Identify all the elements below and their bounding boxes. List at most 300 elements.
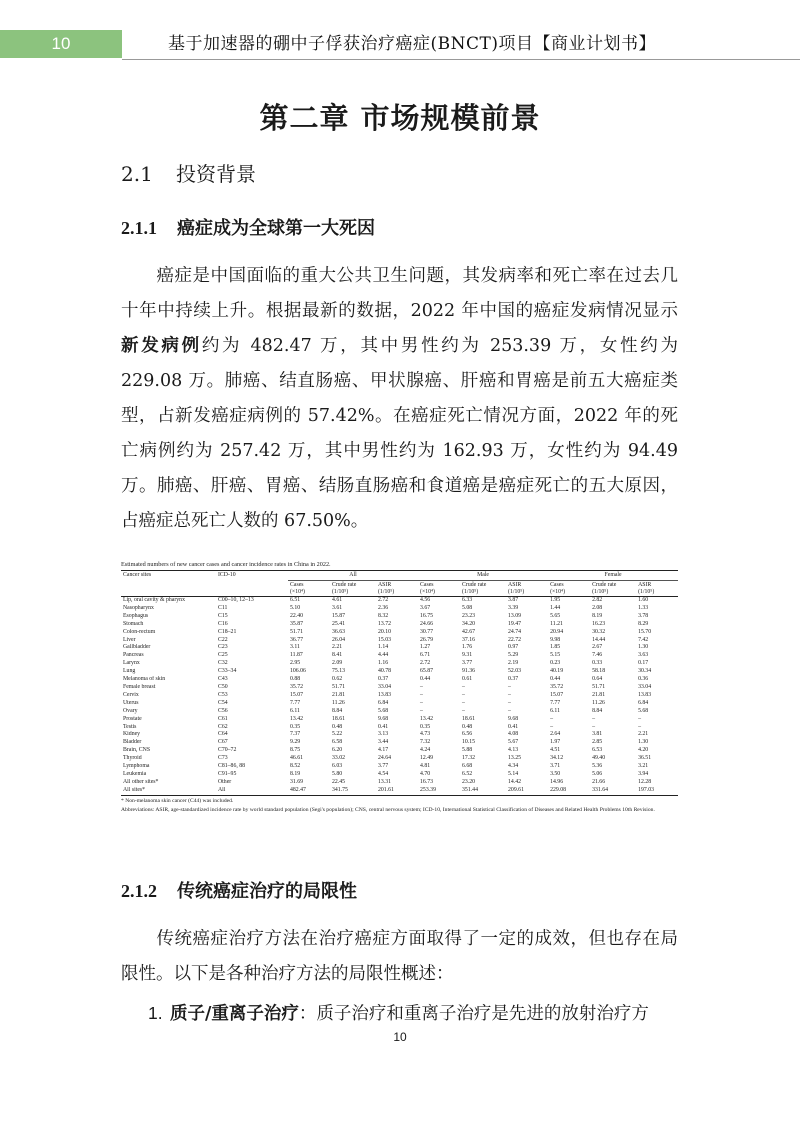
table-row [121, 771, 678, 779]
header-asir: ASIR (1/10⁵) [638, 582, 655, 595]
cell-value: 8.84 [332, 707, 343, 714]
cell-value: 4.70 [420, 770, 431, 777]
cell-value: 7.77 [290, 699, 301, 706]
cell-value: 4.13 [508, 747, 519, 754]
cell-icd10: C64 [218, 731, 228, 738]
cell-value: 30.34 [638, 668, 652, 675]
cell-cancer-site: All other sites* [123, 778, 159, 785]
cell-value: 12.28 [638, 778, 652, 785]
cell-value: – [508, 683, 511, 690]
cell-value: 49.40 [592, 755, 606, 762]
cell-value: – [420, 691, 423, 698]
cell-value: 1.76 [462, 644, 473, 651]
paragraph-text: 传统癌症治疗方法在治疗癌症方面取得了一定的成效，但也存在局限性。以下是各种治疗方法的局限性概述： [121, 929, 678, 984]
cell-value: 7.77 [550, 699, 561, 706]
cell-value: 0.37 [508, 676, 519, 683]
cell-cancer-site: Stomach [123, 620, 144, 627]
cell-value: 0.61 [462, 676, 473, 683]
cell-icd10: Other [218, 778, 232, 785]
cell-value: 5.36 [592, 763, 603, 770]
cell-icd10: C33–34 [218, 668, 237, 675]
cell-value: 16.75 [420, 612, 434, 619]
cell-value: 0.48 [462, 723, 473, 730]
cell-value: 35.72 [290, 683, 304, 690]
cell-value: 31.69 [290, 778, 304, 785]
cell-value: 24.66 [420, 620, 434, 627]
cell-value: 0.44 [550, 676, 561, 683]
header-icd10: ICD-10 [218, 572, 236, 578]
cell-cancer-site: Bladder [123, 739, 142, 746]
cell-value: 1.85 [550, 644, 561, 651]
cell-value: 0.44 [420, 676, 431, 683]
cell-value: 4.54 [378, 770, 389, 777]
table-row [121, 755, 678, 763]
cell-value: 2.09 [332, 660, 343, 667]
cell-value: 6.11 [550, 707, 560, 714]
table-row [121, 692, 678, 700]
cell-value: 2.19 [508, 660, 519, 667]
cell-icd10: C11 [218, 604, 228, 611]
cell-value: 5.22 [332, 731, 343, 738]
cell-value: 1.60 [638, 597, 649, 603]
cell-value: 7.32 [420, 739, 431, 746]
cell-value: 35.72 [550, 683, 564, 690]
cell-cancer-site: Leukemia [123, 770, 147, 777]
cell-value: 3.50 [550, 770, 561, 777]
cell-value: 6.68 [462, 763, 473, 770]
cell-value: 2.82 [592, 597, 603, 603]
cell-value: 30.77 [420, 628, 434, 635]
table-row [121, 668, 678, 676]
cell-value: 2.64 [550, 731, 561, 738]
cell-value: 8.41 [332, 652, 343, 659]
cell-value: 23.23 [462, 612, 476, 619]
table-row [121, 731, 678, 739]
cell-value: – [508, 699, 511, 706]
cell-value: 4.81 [420, 763, 431, 770]
paragraph-text: 癌症是中国面临的重大公共卫生问题，其发病率和死亡率在过去几十年中持续上升。根据最新的数据，2022 年中国的癌症发病情况显示 [121, 266, 678, 321]
cell-cancer-site: Thyroid [123, 755, 142, 762]
cell-value: 3.94 [638, 770, 649, 777]
cell-value: 3.21 [638, 763, 649, 770]
cell-value: 0.41 [378, 723, 389, 730]
cell-value: – [508, 691, 511, 698]
cell-value: 5.15 [550, 652, 561, 659]
cell-icd10: C43 [218, 676, 228, 683]
cell-value: 5.65 [550, 612, 561, 619]
cell-value: 6.11 [290, 707, 300, 714]
cell-value: 0.36 [638, 676, 649, 683]
cell-value: 26.79 [420, 636, 434, 643]
cell-value: 5.29 [508, 652, 519, 659]
cell-value: 1.16 [378, 660, 389, 667]
cell-value: 7.46 [592, 652, 603, 659]
cell-value: 331.64 [590, 787, 636, 795]
cell-value: 4.73 [420, 731, 431, 738]
footer-page-number: 10 [393, 1030, 407, 1044]
cell-value: 14.44 [592, 636, 606, 643]
cell-value: 24.64 [378, 755, 392, 762]
cell-value: 6.03 [332, 763, 343, 770]
cell-value: 8.75 [290, 747, 301, 754]
cell-value: – [638, 715, 641, 722]
cell-value: 253.39 [418, 787, 460, 795]
cell-value: 8.19 [290, 770, 301, 777]
list-item-bold: 质子/重离子治疗 [170, 1004, 299, 1024]
cell-value: 33.04 [378, 683, 392, 690]
cell-value: 0.64 [592, 676, 603, 683]
cell-cancer-site: All sites* [121, 787, 216, 795]
table-row [121, 763, 678, 771]
cell-cancer-site: Testis [123, 723, 137, 730]
cell-value: 37.16 [462, 636, 476, 643]
table-row [121, 660, 678, 668]
cell-value: 36.77 [290, 636, 304, 643]
section-title: 投资背景 [176, 162, 256, 186]
cell-value: 15.07 [550, 691, 564, 698]
table-row [121, 724, 678, 732]
cell-icd10: C50 [218, 683, 228, 690]
header-crude-rate: Crude rate (1/10⁵) [592, 582, 617, 595]
table-row [121, 644, 678, 652]
cell-value: 3.78 [638, 612, 649, 619]
cell-value: – [462, 699, 465, 706]
cell-value: – [592, 723, 595, 730]
cell-value: 0.17 [638, 660, 649, 667]
cell-value: – [462, 691, 465, 698]
list-item-proton-therapy [148, 998, 678, 1029]
cell-value: 11.26 [332, 699, 345, 706]
cell-value: 0.23 [550, 660, 561, 667]
cell-value: 1.44 [550, 604, 561, 611]
cell-value: 13.09 [508, 612, 522, 619]
cell-icd10: C15 [218, 612, 228, 619]
cell-value: 482.47 [288, 787, 330, 795]
section-heading [121, 158, 256, 187]
cell-icd10: C62 [218, 723, 228, 730]
cell-value: 4.51 [550, 747, 561, 754]
cell-value: 21.81 [332, 691, 346, 698]
table-row [121, 652, 678, 660]
cell-value: – [550, 723, 553, 730]
cell-value: 15.07 [290, 691, 304, 698]
cell-value: 14.42 [508, 778, 522, 785]
cell-value: 21.66 [592, 778, 606, 785]
cell-value: 4.61 [332, 597, 343, 603]
subsection-title: 传统癌症治疗的局限性 [177, 881, 357, 902]
header-group-male: Male [418, 571, 548, 581]
cell-value: 20.10 [378, 628, 392, 635]
cell-value: 3.13 [378, 731, 389, 738]
subsection-title: 癌症成为全球第一大死因 [177, 218, 375, 239]
cell-cancer-site: Esophagus [123, 612, 149, 619]
cell-value: – [592, 715, 595, 722]
cell-value: 4.44 [378, 652, 389, 659]
cell-value: 4.24 [420, 747, 431, 754]
cell-value: 30.32 [592, 628, 606, 635]
cell-icd10: C25 [218, 652, 228, 659]
table-row [121, 787, 678, 795]
cell-value: 9.31 [462, 652, 473, 659]
table-row [121, 684, 678, 692]
cell-value: 12.49 [420, 755, 434, 762]
cell-value: 15.03 [378, 636, 392, 643]
cell-value: 3.81 [592, 731, 603, 738]
paragraph-text: 约为 482.47 万，其中男性约为 253.39 万，女性约为 229.08 万。肺癌、结直肠癌、甲状腺癌、肝癌和胃癌是前五大癌症类型，占新发癌症病例的 57.42%。在癌症死亡情况方面，2022 年的死亡病例约为 257.42 万，其中男性约为 162.93 万，女性约为 94.49 万。肺癌、肝癌、胃癌、结肠直肠癌和食道癌是癌症死亡的五大原因，占癌症总死亡人数的 67.50%。 [121, 336, 679, 531]
cell-value: 3.11 [290, 644, 300, 651]
header-group-all: All [288, 571, 418, 581]
cell-icd10: C18–21 [218, 628, 237, 635]
cell-value: 1.14 [378, 644, 389, 651]
cell-value: 1.30 [638, 739, 649, 746]
cell-value: 75.13 [332, 668, 346, 675]
cell-cancer-site: Liver [123, 636, 136, 643]
cell-value: 6.20 [332, 747, 343, 754]
table-row [121, 621, 678, 629]
cell-value: 3.44 [378, 739, 389, 746]
cell-value: 17.32 [462, 755, 476, 762]
cell-value: 3.63 [638, 652, 649, 659]
table-row [121, 779, 678, 787]
cell-value: 13.42 [290, 715, 304, 722]
cell-value: 4.08 [508, 731, 519, 738]
cell-value: 46.61 [290, 755, 304, 762]
cell-cancer-site: Nasopharynx [123, 604, 154, 611]
cell-value: 20.94 [550, 628, 564, 635]
cell-icd10: C00–10, 12–13 [218, 597, 254, 603]
cell-value: 22.40 [290, 612, 304, 619]
cell-value: 11.87 [290, 652, 303, 659]
cell-value: 19.47 [508, 620, 522, 627]
subsection-heading-2 [121, 877, 357, 903]
cell-cancer-site: Uterus [123, 699, 139, 706]
cell-value: 209.61 [506, 787, 548, 795]
cell-value: 0.88 [290, 676, 301, 683]
cell-value: 0.37 [378, 676, 389, 683]
table-row [121, 597, 678, 605]
header-asir: ASIR (1/10⁵) [378, 582, 395, 595]
cell-icd10: C32 [218, 660, 228, 667]
cell-value: 7.42 [638, 636, 649, 643]
header-cancer-sites: Cancer sites [123, 572, 152, 578]
cell-value: 0.35 [290, 723, 301, 730]
table-row [121, 629, 678, 637]
header-divider [122, 59, 800, 60]
table-row [121, 613, 678, 621]
cell-icd10: C54 [218, 699, 228, 706]
cell-value: – [420, 699, 423, 706]
cell-icd10: C53 [218, 691, 228, 698]
cell-icd10: C16 [218, 620, 228, 627]
cell-value: 5.06 [592, 770, 603, 777]
cell-icd10: C70–72 [218, 747, 237, 754]
header-cases: Cases (×10⁴) [290, 582, 305, 595]
cell-value: 5.08 [462, 604, 473, 611]
cell-cancer-site: Brain, CNS [123, 747, 151, 754]
cell-value: 6.71 [420, 652, 431, 659]
cell-value: 1.97 [550, 739, 561, 746]
cell-value: 15.87 [332, 612, 346, 619]
cell-value: 0.62 [332, 676, 343, 683]
cell-cancer-site: Pancreas [123, 652, 144, 659]
cell-value: 341.75 [330, 787, 376, 795]
cell-value: 4.56 [420, 597, 431, 603]
cell-cancer-site: Melanoma of skin [123, 676, 166, 683]
cell-icd10: C81–86, 88 [218, 763, 246, 770]
cell-value: 229.08 [548, 787, 590, 795]
cell-cancer-site: Kidney [123, 731, 141, 738]
cell-value: 2.72 [378, 597, 389, 603]
table-row [121, 739, 678, 747]
table-row [121, 637, 678, 645]
cell-value: 3.87 [508, 597, 519, 603]
cell-cancer-site: Colon-rectum [123, 628, 156, 635]
cell-cancer-site: Gallbladder [123, 644, 151, 651]
cell-icd10: C61 [218, 715, 228, 722]
cell-value: 6.84 [638, 699, 649, 706]
cell-value: 3.67 [420, 604, 431, 611]
cell-value: 5.67 [508, 739, 519, 746]
cell-icd10: C67 [218, 739, 228, 746]
cell-value: 33.04 [638, 683, 652, 690]
cell-value: 6.56 [462, 731, 473, 738]
cell-value: 5.88 [462, 747, 473, 754]
data-table [121, 571, 678, 796]
cell-value: 36.51 [638, 755, 652, 762]
cell-value: 10.15 [462, 739, 476, 746]
section-number: 2.1 [121, 162, 153, 186]
cell-value: – [550, 715, 553, 722]
header-cases: Cases (×10⁴) [420, 582, 435, 595]
cell-value: – [508, 707, 511, 714]
header-group-female: Female [548, 571, 678, 581]
cell-value: 2.85 [592, 739, 603, 746]
cell-value: 3.71 [550, 763, 561, 770]
cell-icd10: C22 [218, 636, 228, 643]
cell-value: 36.63 [332, 628, 346, 635]
cell-icd10: C23 [218, 644, 228, 651]
cell-value: 6.51 [290, 597, 301, 603]
cell-value: 8.32 [378, 612, 389, 619]
cell-value: 2.21 [332, 644, 343, 651]
cell-value: 0.35 [420, 723, 431, 730]
cell-value: – [638, 723, 641, 730]
cell-value: 2.72 [420, 660, 431, 667]
cell-value: 351.44 [460, 787, 506, 795]
cell-value: 2.08 [592, 604, 603, 611]
cell-value: – [462, 707, 465, 714]
header-crude-rate: Crude rate (1/10⁵) [332, 582, 357, 595]
cell-value: 35.87 [290, 620, 304, 627]
cell-value: 0.41 [508, 723, 519, 730]
cell-value: 6.52 [462, 770, 473, 777]
list-item-text: ：质子治疗和重离子治疗是先进的放射治疗方 [298, 1004, 649, 1024]
header-crude-rate: Crude rate (1/10⁵) [462, 582, 487, 595]
cell-value: 15.70 [638, 628, 652, 635]
page-number-tab [0, 30, 122, 58]
cell-value: 2.21 [638, 731, 649, 738]
paragraph-treatment-limits [121, 922, 678, 992]
cell-value: 1.33 [638, 604, 649, 611]
cell-value: 13.31 [378, 778, 392, 785]
cell-value: – [420, 707, 423, 714]
cell-value: 5.68 [378, 707, 389, 714]
cell-value: 40.19 [550, 668, 564, 675]
cell-value: 18.61 [462, 715, 476, 722]
cell-icd10: C56 [218, 707, 228, 714]
cell-value: 21.81 [592, 691, 606, 698]
cell-value: 8.84 [592, 707, 603, 714]
subsection-number: 2.1.1 [121, 218, 157, 238]
cell-value: 11.21 [550, 620, 563, 627]
cell-value: 3.77 [378, 763, 389, 770]
cell-value: 91.36 [462, 668, 476, 675]
cell-icd10: All [216, 787, 288, 795]
cell-cancer-site: Lymphoma [123, 763, 150, 770]
cell-value: – [420, 683, 423, 690]
cell-value: 16.73 [420, 778, 434, 785]
cell-value: 51.71 [592, 683, 606, 690]
cell-value: 1.95 [550, 597, 561, 603]
cell-value: 42.67 [462, 628, 476, 635]
cell-value: 8.52 [290, 763, 301, 770]
table-abbreviations: Abbreviations: ASIR, age-standardized incidence rate by world standard population (Segi's population); CNS, central nervous system; ICD-10, International Statistical Classification of Diseases and Related Health Problems 10th Revision. [121, 807, 655, 814]
cell-value: 34.12 [550, 755, 564, 762]
cell-value: 106.06 [290, 668, 306, 675]
cell-value: 201.61 [376, 787, 418, 795]
cell-value: 9.68 [378, 715, 389, 722]
page-number-tab-text: 10 [51, 34, 71, 53]
cell-value: 0.97 [508, 644, 519, 651]
cell-value: 4.34 [508, 763, 519, 770]
paragraph-bold-text: 新发病例 [121, 336, 202, 356]
table-row [121, 605, 678, 613]
cell-value: 13.83 [378, 691, 392, 698]
cell-cancer-site: Female breast [123, 683, 156, 690]
cell-cancer-site: Prostate [123, 715, 142, 722]
cell-value: 0.48 [332, 723, 343, 730]
cell-value: 52.03 [508, 668, 522, 675]
cell-value: 9.29 [290, 739, 301, 746]
cell-value: 24.74 [508, 628, 522, 635]
cell-value: 3.77 [462, 660, 473, 667]
cell-value: 9.98 [550, 636, 561, 643]
subsection-number: 2.1.2 [121, 881, 157, 901]
table-footnote: * Non-melanoma skin cancer (C44) was included. [121, 797, 234, 804]
cell-value: 5.14 [508, 770, 519, 777]
cell-value: 5.68 [638, 707, 649, 714]
table-row [121, 716, 678, 724]
running-header-title: 基于加速器的硼中子俘获治疗癌症(BNCT)项目【商业计划书】 [168, 34, 656, 54]
cell-value: 3.61 [332, 604, 343, 611]
cell-value: 65.87 [420, 668, 434, 675]
cell-value: 11.26 [592, 699, 605, 706]
cell-value: 13.42 [420, 715, 434, 722]
cell-value: 6.58 [332, 739, 343, 746]
cell-value: 34.20 [462, 620, 476, 627]
cell-value: 16.23 [592, 620, 606, 627]
cell-value: 51.71 [332, 683, 346, 690]
cell-value: 197.03 [636, 787, 678, 795]
cell-value: 23.20 [462, 778, 476, 785]
cell-value: – [462, 683, 465, 690]
cell-value: 0.33 [592, 660, 603, 667]
cell-value: 1.30 [638, 644, 649, 651]
cell-cancer-site: Larynx [123, 660, 140, 667]
cell-value: 1.27 [420, 644, 431, 651]
cancer-incidence-table [121, 560, 678, 832]
cell-value: 8.29 [638, 620, 649, 627]
